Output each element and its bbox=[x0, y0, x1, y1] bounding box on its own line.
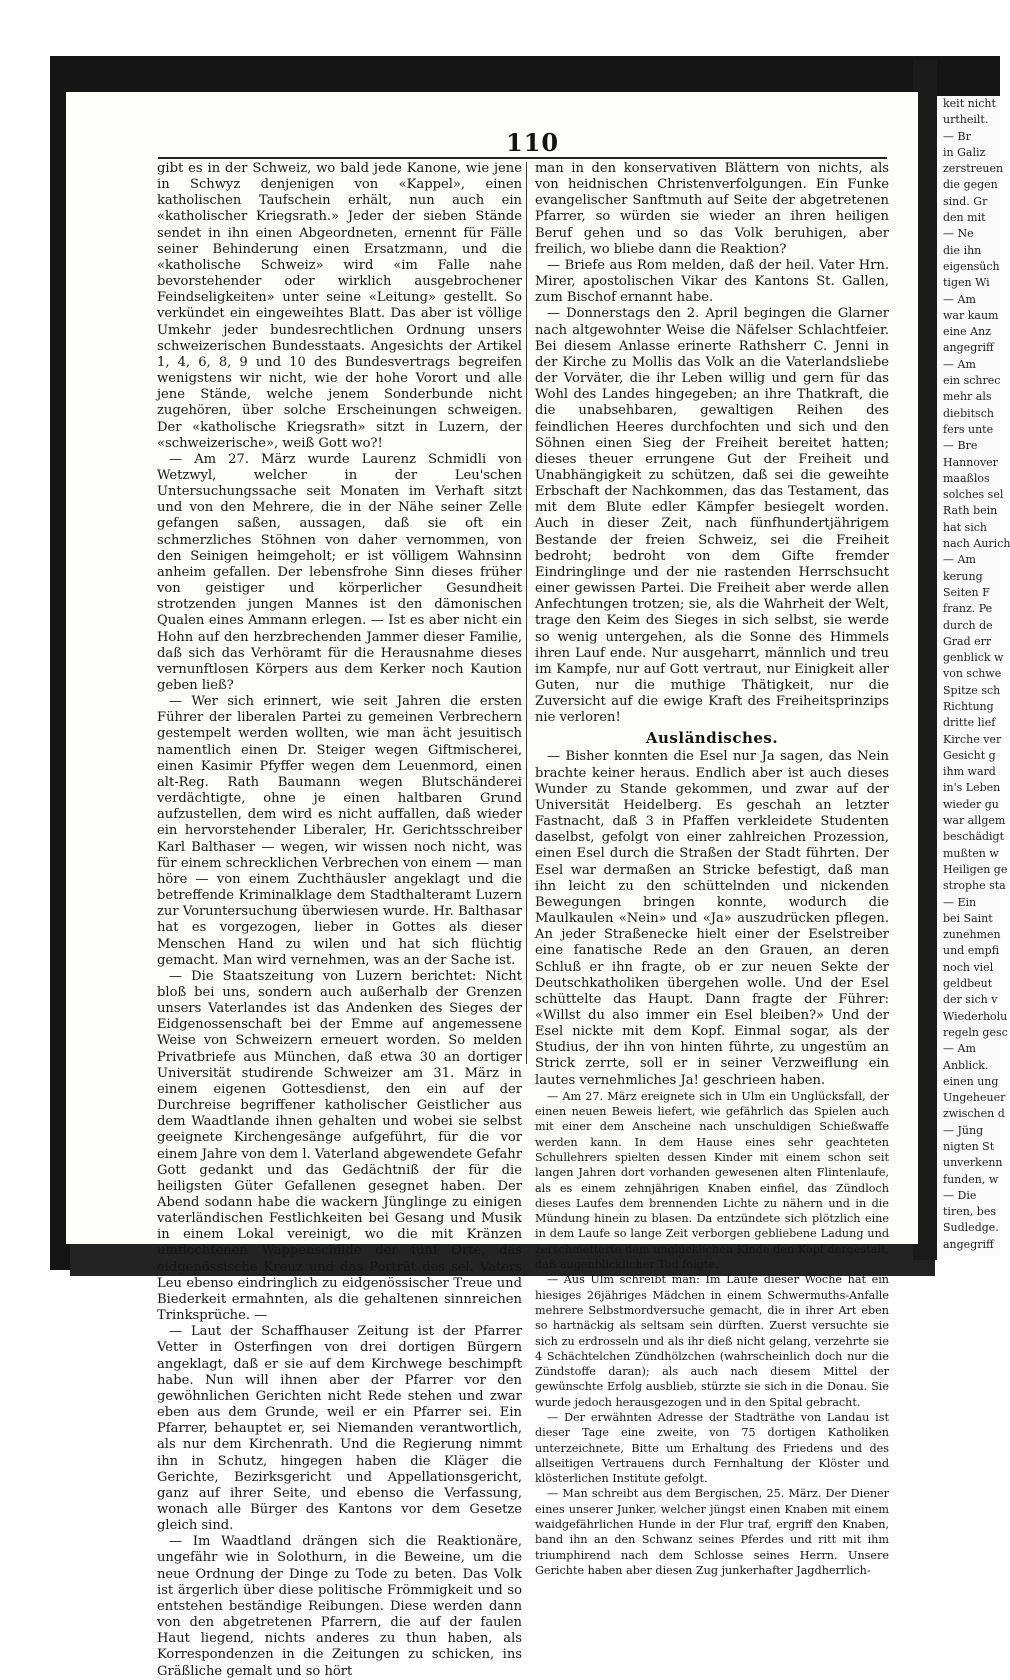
adjacent-page-line: hat sich bbox=[943, 520, 987, 534]
adjacent-page-line: — Am bbox=[943, 1042, 976, 1056]
adjacent-page-line: unverkenn bbox=[943, 1156, 1003, 1170]
adjacent-page-line: sind. Gr bbox=[943, 194, 988, 208]
adjacent-page-line: ihm ward bbox=[943, 765, 996, 779]
adjacent-page-line: beschädigt bbox=[943, 830, 1005, 844]
adjacent-page-line: Grad err bbox=[943, 634, 992, 648]
scan-border-top bbox=[50, 56, 1000, 96]
adjacent-page-line: wieder gu bbox=[943, 797, 999, 811]
adjacent-page-line: — Ein bbox=[943, 895, 977, 909]
adjacent-page-line: angegriff bbox=[943, 1237, 994, 1251]
adjacent-page-line: ein schrec bbox=[943, 374, 1001, 388]
adjacent-page-fragments bbox=[937, 96, 1010, 1253]
adjacent-page-line: bei Saint bbox=[943, 911, 993, 925]
adjacent-page-line: maaßlos bbox=[943, 471, 990, 485]
adjacent-page-line: die gegen bbox=[943, 178, 998, 192]
section-heading: Ausländisches. bbox=[645, 729, 779, 748]
adjacent-page-line: zwischen d bbox=[943, 1107, 1005, 1121]
adjacent-page-line: den mit bbox=[943, 211, 986, 225]
adjacent-page-line: strophe sta bbox=[943, 879, 1006, 893]
adjacent-page-line: — Jüng bbox=[943, 1123, 984, 1137]
adjacent-page-line: Richtung bbox=[943, 699, 994, 713]
adjacent-page-line: nach Aurich bbox=[943, 537, 1010, 551]
adjacent-page-line: Seiten F bbox=[943, 585, 990, 599]
article-paragraph-small: — Der erwähnten Adresse der Stadträthe von Landau ist dieser Tage eine zweite, von 75 dortigen Katholiken unterzeichnete, Bitte um Erhaltung des Friedens und des allseitigen Vertrauens durch Fernhaltung der Klöster und klösterlichen Institute gefolgt. bbox=[535, 1410, 889, 1486]
adjacent-page-line: Sudledge. bbox=[943, 1221, 999, 1235]
adjacent-page-line: zerstreuen bbox=[943, 162, 1004, 176]
adjacent-page-line: — Am bbox=[943, 292, 976, 306]
adjacent-page-line: Hannover bbox=[943, 455, 998, 469]
article-paragraph-small: — Man schreibt aus dem Bergischen, 25. März. Der Diener eines unserer Junker, welcher jüngst einen Knaben mit einem waidgefährlichen Hunde in der Flur traf, ergriff den Knaben, band ihn an den Schwanz seines Pferdes und ritt mit ihm triumphirend nach dem Schlosse seines Herrn. Unsere Gerichte haben aber diesen Zug junkerhafter Jagdherrlich- bbox=[535, 1487, 889, 1577]
adjacent-page-line: der sich v bbox=[943, 993, 998, 1007]
adjacent-page-line: nigten St bbox=[943, 1140, 995, 1153]
article-paragraph: man in den konservativen Blättern von nichts, als von heidnischen Christenverfolgungen. Ein Funke evangelischer Sanftmuth auf Seite der abgetretenen Pfarrer, so würden sie wieder an ihren heiligen Beruf gehen und so das Volk beruhigen, aber freilich, wo bliebe dann die Reaktion? bbox=[535, 161, 889, 257]
left-column bbox=[157, 161, 522, 1680]
adjacent-page-line: Spitze sch bbox=[943, 683, 1001, 697]
adjacent-page-line: dritte lief bbox=[943, 716, 996, 730]
adjacent-page-line: keit nicht bbox=[943, 97, 996, 110]
adjacent-page-line: funden, w bbox=[943, 1172, 999, 1186]
adjacent-page-line: angegriff bbox=[943, 341, 994, 355]
adjacent-page-line: einen ung bbox=[943, 1074, 999, 1088]
adjacent-page-line: in Galiz bbox=[943, 145, 986, 159]
adjacent-page-line: — Bre bbox=[943, 439, 978, 453]
adjacent-page-line: — Ne bbox=[943, 227, 974, 241]
adjacent-page-line: urtheilt. bbox=[943, 113, 989, 127]
adjacent-page-line: mußten w bbox=[943, 846, 999, 860]
adjacent-page-line: Rath bein bbox=[943, 504, 998, 518]
article-paragraph: — Die Staatszeitung von Luzern berichtet: Nicht bloß bei uns, sondern auch außerhalb der Grenzen unsers Vaterlandes ist das Andenken des Sieges der Eidgenossenschaft bei der Emme auf angemessene Weise von Schweizern erneuert worden. So melden Privatbriefe aus München, daß etwa 30 an dortiger Universität studirende Schweizer am 31. März in einem eigenen Gottesdienst, den ein auf der Durchreise begriffener katholischer Geistlicher aus dem Waadtlande ihnen gehalten und wobei sie selbst geeignete Kirchengesänge aufgeführt, für die vor einem Jahre von dem l. Vaterland abgewendete Gefahr Gott gedankt und das Gedächtniß der für die heiligsten Güter Gefallenen gesegnet haben. Der Abend sodann habe die wackern Jünglinge zu einigen vaterländischen Festlichkeiten bei Gesang und Musik in einem Lokal vereinigt, wo die mit Kränzen umflochtenen Wappenschilde der fünf Orte, das eidgenössische Kreuz und das Porträt des sel. Vaters Leu ebenso eindringlich zu eidgenössischer Treue und Biederkeit ermahnten, als die gehaltenen sinnreichen Trinksprüche. — bbox=[157, 968, 522, 1324]
adjacent-page-line: Gesicht g bbox=[943, 748, 996, 762]
adjacent-page-line: von schwe bbox=[943, 667, 1002, 681]
article-paragraph: gibt es in der Schweiz, wo bald jede Kanone, wie jene in Schwyz denjenigen von «Kappel», einen katholischen Taufschein erhält, nun auch ein «katholischer Kriegsrath.» Jeder der sieben Stände sendet in ihn einen Abgeordneten, ernennt für Fälle seiner Behinderung einen Ersatzmann, und die «katholische Schweiz» wird «im Falle nahe bevorstehender oder wirklich ausgebrochener Feindseligkeiten» unter seine «Leitung» gestellt. So verkündet ein eingeweihtes Blatt. Das aber ist völlige Umkehr jeder bundesrechtlichen Ordnung unsers schweizerischen Bundesstaats. Angesichts der Artikel 1, 4, 6, 8, 9 und 10 des Bundesvertrags begreifen wenigstens wir nicht, wie der hohe Vorort und alle jene Stände, welche jenem Sonderbunde nicht zugehören, über solche Erscheinungen schweigen. Der «katholische Kriegsrath» sitzt in Luzern, der «schweizerische», weiß Gott wo?! bbox=[157, 161, 522, 451]
article-paragraph: — Laut der Schaffhauser Zeitung ist der Pfarrer Vetter in Osterfingen von drei dortigen Bürgern angeklagt, daß er sie auf dem Kirchwege beschimpft habe. Nun will ihnen aber der Pfarrer vor den gewöhnlichen Gerichten nicht Rede stehen und zwar eben aus dem Grunde, weil er ein Pfarrer sei. Ein Pfarrer, behauptet er, sei Niemanden verantwortlich, als nur dem Kirchenrath. Und die Regierung nimmt ihn in Schutz, hingegen haben die Kläger die Gerichte, Bezirksgericht und Appellationsgericht, ganz auf ihrer Seite, und ebenso die Verfassung, wonach alle Bürger des Kantons vor dem Gesetze gleich sind. bbox=[157, 1324, 522, 1534]
article-paragraph-small: — Aus Ulm schreibt man: Im Laufe dieser Woche hat ein hiesiges 26jähriges Mädchen in einem Schwermuths-Anfalle mehrere Selbstmordversuche gemacht, die in ihrer Art eben so hartnäckig als seltsam sein dürften. Zuerst versuchte sie sich zu erdrosseln und als ihr dieß nicht gelang, verzehrte sie 4 Schächtelchen Zündhölzchen (wahrscheinlich doch nur die Zündstoffe daran); als auch nach diesem Mittel der gewünschte Erfolg ausblieb, stürzte sie sich in die Donau. Sie wurde jedoch herausgezogen und in den Spital gebracht. bbox=[535, 1273, 889, 1409]
adjacent-page-line: war allgem bbox=[943, 814, 1006, 828]
header-rule bbox=[158, 157, 887, 159]
article-paragraph-small: — Am 27. März ereignete sich in Ulm ein Unglücksfall, der einen neuen Beweis liefert, wie gefährlich das Spielen auch mit einer dem Anscheine nach unschuldigen Schießwaffe werden kann. In dem Hause eines sehr geachteten Schullehrers spielten dessen Kinder mit einem schon seit langen Jahren dort vorhanden gewesenen alten Flintenlaufe, als es einem zehnjährigen Knaben einfiel, das Zündloch dieses Laufes dem brennenden Lichte zu nähern und in die Mündung hinein zu blasen. Da entzündete sich plötzlich eine in dem Laufe so lange Zeit verborgen gebliebene Ladung und zerschmetterte dem unglücklichen Kinde den Kopf dergestalt, daß augenblicklicher Tod folgte. bbox=[535, 1089, 889, 1272]
adjacent-page-line: franz. Pe bbox=[943, 602, 993, 616]
article-paragraph: — Im Waadtland drängen sich die Reaktionäre, ungefähr wie in Solothurn, in die Beweine, um die neue Ordnung der Dinge zu Tode zu beten. Das Volk ist ärgerlich über diese politische Frömmigkeit und so entstehen beständige Reibungen. Diese werden dann von den abgetretenen Pfarrern, die auf der faulen Haut liegend, nichts anderes zu thun haben, als Korrespondenzen in die Zeitungen zu schicken, ins Gräßliche gemalt und so hört bbox=[157, 1534, 522, 1679]
adjacent-page-line: Wiederholu bbox=[943, 1009, 1008, 1023]
adjacent-page-line: eine Anz bbox=[943, 325, 991, 339]
adjacent-page-line: durch de bbox=[943, 618, 993, 632]
adjacent-page-line: Anblick. bbox=[943, 1058, 989, 1072]
adjacent-page-line: Ungeheuer bbox=[943, 1091, 1006, 1105]
article-paragraph: — Bisher konnten die Esel nur Ja sagen, das Nein brachte keiner heraus. Endlich aber ist auch dieses Wunder zu Stande gekommen, und zwar auf der Universität Heidelberg. Es geschah an letzter Fastnacht, daß 3 in Pfaffen verkleidete Studenten daselbst, gefolgt von einer zahlreichen Prozession, einen Esel durch die Straßen der Stadt führten. Der Esel war dermaßen an Stricke befestigt, daß man ihn leicht zu den schüttelnden und nickenden Bewegungen bringen konnte, wodurch die Maulkaulen «Nein» und «Ja» auszudrücken pflegen. An jeder Straßenecke hielt einer der Eselstreiber eine fanatische Rede an den Grauen, an deren Schluß er ihn fragte, ob er zur neuen Sekte der Deutschkatholiken übergehen wolle. Und der Esel schüttelte das Haupt. Dann fragte der Führer: «Willst du also immer ein Esel bleiben?» Und der Esel nickte mit dem Kopf. Einmal sogar, als der Studius, der ihn von hinten führte, zu ungestüm an Strick zerrte, soll er in seiner Verzweiflung ein lautes vernehmliches Ja! geschrieen haben. bbox=[535, 749, 889, 1088]
adjacent-page-line: zunehmen bbox=[943, 928, 1001, 942]
article-paragraph: — Am 27. März wurde Laurenz Schmidli von Wetzwyl, welcher in der Leu'schen Untersuchungssache seit Monaten im Verhaft sitzt und von den Mehrere, die in der Nähe seiner Zelle gefangen saßen, aussagen, daß sie oft ein schmerzliches Stöhnen von daher vernommen, von den Seinigen heimgeholt; er ist völligem Wahnsinn anheim gefallen. Der lebensfrohe Sinn dieses früher von geistiger und körperlicher Gesundheit strotzenden jungen Mannes ist den dämonischen Qualen eines Ammann erlegen. — Ist es aber nicht ein Hohn auf den herzbrechenden Jammer dieser Familie, daß sich das Verhöramt für die Herausnahme dieses vernunftlosen Körpers aus dem Kerker noch Kaution geben ließ? bbox=[157, 451, 522, 693]
adjacent-page-line: fers unte bbox=[943, 422, 994, 436]
adjacent-page-line: mehr als bbox=[943, 390, 992, 404]
adjacent-page-line: kerung bbox=[943, 569, 983, 583]
adjacent-page-line: genblick w bbox=[943, 651, 1004, 665]
adjacent-page-line: noch viel bbox=[943, 960, 994, 974]
page-number: 110 bbox=[506, 128, 560, 157]
article-paragraph: — Donnerstags den 2. April begingen die Glarner nach altgewohnter Weise die Näfelser Schlachtfeier. Bei diesem Anlasse erinerte Rathsherr C. Jenni in der Kirche zu Mollis das Volk an die Vaterlandsliebe der Vorväter, die ihr Leben willig und gern für das Wohl des Landes hingegeben; an ihre Thatkraft, die die unabsehbaren, gewaltigen Reihen des feindlichen Heeres durchfochten und sich und den Söhnen einen Sieg der Freiheit bereitet hatten; dieses theuer errungene Gut der Freiheit und Unabhängigkeit zu schützen, daß sei die geweihte Erbschaft der Nachkommen, das das Testament, das mit dem Blute edler Kämpfer besiegelt worden. Auch in dieser Zeit, nach fünfhundertjährigem Bestande der freien Schweiz, sei die Freiheit bedroht; bedroht von dem Gifte fremder Eindringlinge und der nie rastenden Herrschsucht einer gewissen Partei. Die Freiheit aber werde allen Anfechtungen trotzen; sie, als die Wahrheit der Welt, trage den Keim des Sieges in sich selbst, sie werde so wenig untergehen, als die Sonne des Himmels ihren Lauf ende. Nur ausgeharrt, männlich und treu im Kampfe, nur auf Gott vertraut, nur Einigkeit aller Guten, nur die muthige Thätigkeit, nur die Zuversicht auf die ewige Kraft des Freiheitsprinzips nie verloren! bbox=[535, 306, 889, 726]
adjacent-page-line: und empfi bbox=[943, 944, 1000, 958]
adjacent-page-line: tiren, bes bbox=[943, 1205, 996, 1219]
adjacent-page-line: — Am bbox=[943, 357, 976, 371]
adjacent-page-line: Heiligen ge bbox=[943, 862, 1008, 876]
adjacent-page bbox=[937, 96, 1010, 1256]
adjacent-page-line: Kirche ver bbox=[943, 732, 1002, 746]
adjacent-page-line: war kaum bbox=[943, 308, 999, 322]
adjacent-page-line: — Am bbox=[943, 553, 976, 567]
adjacent-page-line: solches sel bbox=[943, 488, 1004, 502]
adjacent-page-line: in's Leben bbox=[943, 781, 1001, 795]
adjacent-page-line: die ihn bbox=[943, 243, 982, 257]
adjacent-page-line: regeln gesc bbox=[943, 1025, 1008, 1039]
adjacent-page-line: — Die bbox=[943, 1188, 977, 1202]
right-column bbox=[535, 161, 889, 1578]
article-paragraph: — Wer sich erinnert, wie seit Jahren die ersten Führer der liberalen Partei zu gemeinen Verbrechern gestempelt werden wollten, wie man ächt jesuitisch namentlich einen Dr. Steiger wegen Giftmischerei, einen Kasimir Pfyffer wegen dem Leuenmord, einen alt-Reg. Rath Baumann wegen Blutschänderei verdächtigte, ohne je einen haltbaren Grund aufzustellen, dem wird es nicht auffallen, daß wieder ein hervorstehender Liberaler, Hr. Gerichtsschreiber Karl Balthaser — wegen, wir wissen noch nicht, was für einem schrecklichen Verbrechen von einem — man höre — von einem Zuchthäusler angeklagt und die betreffende Kriminalklage dem Stadthalteramt Luzern zur Voruntersuchung überwiesen wurde. Hr. Balthasar hat es vorgezogen, lieber in Gottes als dieser Menschen Hand zu wilen und hat sich flüchtig gemacht. Man wird vernehmen, was an der Sache ist. bbox=[157, 694, 522, 968]
adjacent-page-line: — Br bbox=[943, 129, 971, 143]
column-divider bbox=[526, 162, 527, 1064]
adjacent-page-line: diebitsch bbox=[943, 406, 994, 420]
article-paragraph: — Briefe aus Rom melden, daß der heil. Vater Hrn. Mirer, apostolischen Vikar des Kantons St. Gallen, zum Bischof ernannt habe. bbox=[535, 257, 889, 306]
adjacent-page-line: tigen Wi bbox=[943, 276, 990, 290]
adjacent-page-line: geldbeut bbox=[943, 977, 993, 991]
adjacent-page-line: eigensüch bbox=[943, 259, 1000, 273]
